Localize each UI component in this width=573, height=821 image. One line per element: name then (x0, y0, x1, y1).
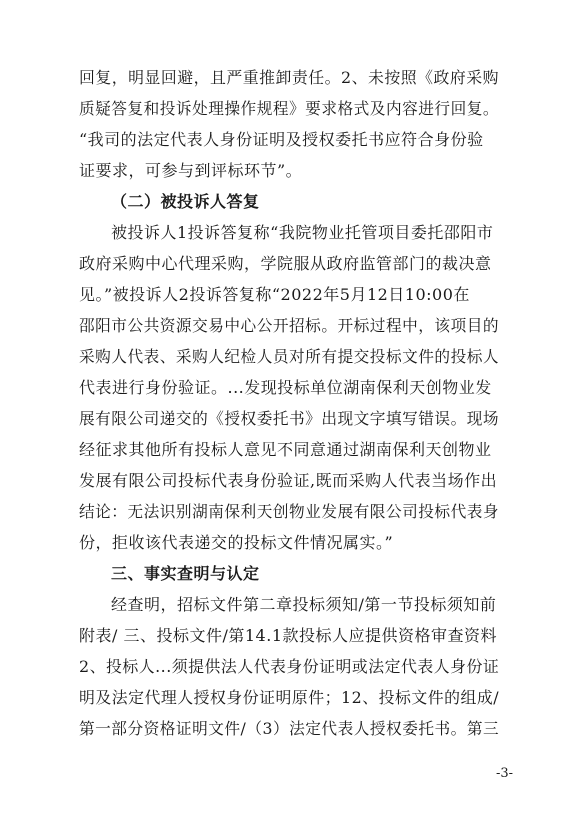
text-line: 第一部分资格证明文件/（3）法定代表人授权委托书。第三 (79, 719, 500, 738)
section-heading: （二）被投诉人答复 (111, 192, 260, 211)
text-line: 政府采购中心代理采购，学院服从政府监管部门的裁决意 (79, 254, 492, 273)
text-line: 2、投标人...须提供法人代表身份证明或法定代表人身份证 (79, 657, 500, 676)
text-line: 被投诉人1投诉答复称“我院物业托管项目委托邵阳市 (111, 223, 494, 242)
text-line: 经查明，招标文件第二章投标须知/第一节投标须知前 (111, 595, 497, 614)
text-line: 回复，明显回避，且严重推卸责任。2、未按照《政府采购 (79, 68, 499, 87)
text-line: 邵阳市公共资源交易中心公开招标。开标过程中，该项目的 (79, 316, 500, 335)
text-line: 明及法定代理人授权身份证明原件；12、投标文件的组成/ (79, 688, 500, 707)
document-body (79, 62, 499, 744)
section-heading: 三、事实查明与认定 (111, 564, 260, 583)
text-line: “我司的法定代表人身份证明及授权委托书应符合身份验 (79, 130, 484, 149)
text-line: 份，拒收该代表递交的投标文件情况属实。” (79, 533, 394, 552)
text-line: 质疑答复和投诉处理操作规程》要求格式及内容进行回复。 (79, 99, 500, 118)
text-line: 展有限公司递交的《授权委托书》出现文字填写错误。现场 (79, 409, 500, 428)
text-line: 经征求其他所有投标人意见不同意通过湖南保利天创物业 (79, 440, 492, 459)
text-line: 见。”被投诉人2投诉答复称“2022年5月12日10:00在 (79, 285, 470, 304)
page-number: -3- (495, 766, 513, 781)
text-line: 附表/ 三、投标文件/第14.1款投标人应提供资格审查资料 (79, 626, 497, 645)
text-line: 代表进行身份验证。...发现投标单位湖南保利天创物业发 (79, 378, 492, 397)
text-line: 采购人代表、采购人纪检人员对所有提交投标文件的投标人 (79, 347, 500, 366)
text-line: 发展有限公司投标代表身份验证,既而采购人代表当场作出 (79, 471, 498, 490)
text-line: 结论：无法识别湖南保利天创物业发展有限公司投标代表身 (79, 502, 500, 521)
text-line: 证要求，可参与到评标环节”。 (79, 161, 303, 180)
